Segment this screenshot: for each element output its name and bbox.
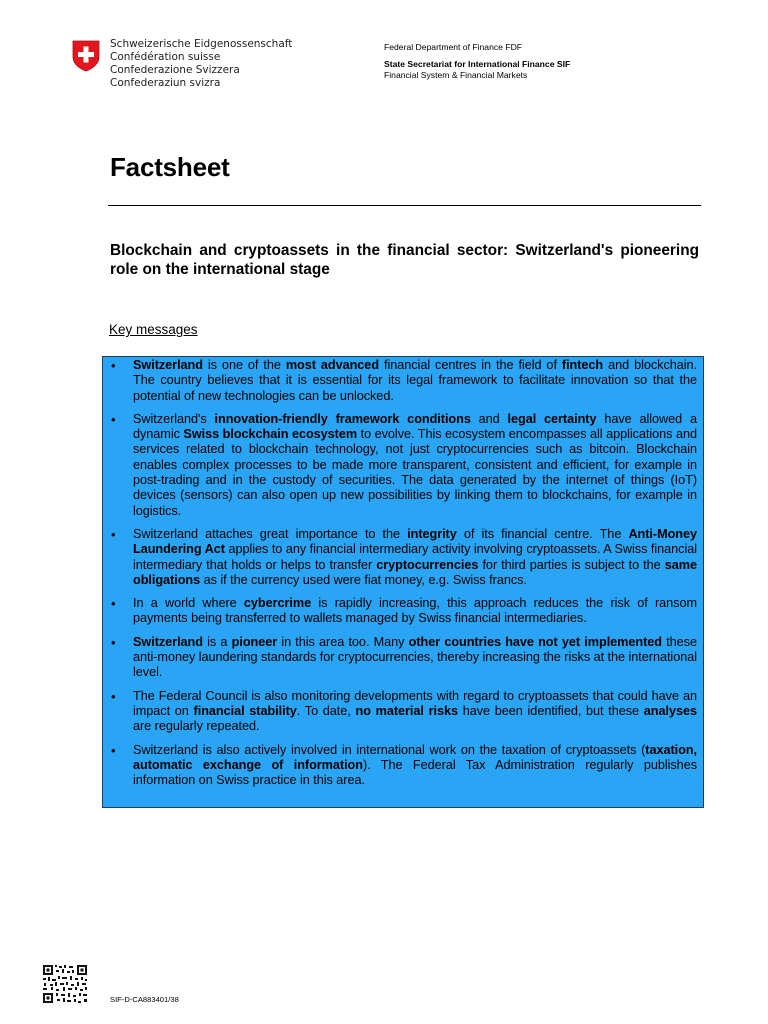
key-messages-heading: Key messages [109,322,198,337]
emphasized-text: no material risks [355,703,459,718]
key-message-item [133,596,697,627]
message-text: ). The Federal Tax Administration regularly publishes information on Swiss practice in this area. [133,757,697,788]
confederation-name-it: Confederazione Svizzera [110,64,240,76]
message-text: is rapidly increasing, this approach reduces the risk of ransom payments being transferred to wallets managed by Swiss financial intermediaries. [133,596,697,626]
message-text: for third parties is subject to the [478,557,665,572]
emphasized-text: other countries have not yet implemented [408,634,662,649]
department-block [384,42,704,82]
emphasized-text: integrity [407,526,457,541]
message-text: financial centres in the field of [379,358,562,372]
division-name: Financial System & Financial Markets [384,70,528,80]
confederation-names [110,38,292,90]
department-name: Federal Department of Finance FDF [384,42,523,52]
message-text: Switzerland is also actively involved in international work on the taxation of cryptoassets ( [133,742,646,757]
emphasized-text: legal certainty [507,411,597,426]
emphasized-text: innovation-friendly framework conditions [214,411,471,426]
message-text: are regularly repeated. [133,719,260,734]
key-message-item [133,358,697,404]
emphasized-text: Switzerland [133,634,203,649]
key-message-item [133,527,697,588]
confederation-name-de: Schweizerische Eidgenossenschaft [110,38,293,50]
qr-code-icon [42,964,88,1004]
emphasized-text: Anti-Money Laundering Act [133,526,698,557]
key-messages-box [102,356,704,808]
message-text: these anti-money laundering standards for cryptocurrencies, thereby increasing the risks at the international level. [133,634,697,680]
message-text: . To date, [296,703,356,718]
message-text: Switzerland's [133,411,215,426]
emphasized-text: same obligations [133,557,698,587]
document-subtitle: Blockchain and cryptoassets in the financial sector: Switzerland's pioneering role on the international stage [110,242,699,278]
message-text: is a [202,634,232,649]
emphasized-text: pioneer [231,634,278,649]
message-text: as if the currency used were fiat money, e.g. Swiss francs. [200,572,527,587]
title-divider [108,205,701,206]
message-text: and [470,411,508,426]
key-messages-list [103,357,703,788]
confederation-name-rm: Confederaziun svizra [110,77,221,89]
emphasized-text: Switzerland [133,358,203,372]
message-text: have allowed a dynamic [133,411,698,442]
message-text: have been identified, but these [458,703,644,718]
swiss-crest-icon [72,40,100,72]
page-title: Factsheet [110,152,230,182]
message-text: In a world where [133,596,244,611]
message-text: The Federal Council is also monitoring developments with regard to cryptoassets that could have an impact on [133,688,697,718]
message-text: Switzerland attaches great importance to the [133,526,408,541]
document-reference: SIF-D-CA883401/38 [110,995,179,1004]
swiss-confederation-logo [72,38,293,90]
key-message-item [133,689,697,735]
emphasized-text: fintech [561,358,604,372]
secretariat-name: State Secretariat for International Finance SIF [384,58,571,69]
emphasized-text: taxation, automatic exchange of information [133,742,697,772]
confederation-name-fr: Confédération suisse [110,51,221,63]
key-message-item [133,412,697,519]
message-text: of its financial centre. The [456,526,629,541]
message-text: and blockchain. The country believes that it is essential for its legal framework to facilitate innovation so that the potential of new technologies can be unlocked. [133,358,698,403]
message-text: is one of the [202,358,286,372]
emphasized-text: analyses [643,703,697,718]
key-message-item [133,743,697,789]
emphasized-text: most advanced [285,358,380,372]
message-text: to evolve. This ecosystem encompasses all applications and services related to blockchain technology, not just cryptocurrencies such as bitcoin. Blockchain enables complex processes to be made more transparent, consistent and efficient, for example in post-trading and in the custody of securities. The data generated by the internet of things (IoT) devices (sensors) can also open up new possibilities by linking them to blockchains, for example in logistics. [133,427,698,518]
emphasized-text: Swiss blockchain ecosystem [183,427,358,442]
key-message-item [133,635,697,681]
emphasized-text: financial stability [193,703,297,718]
emphasized-text: cryptocurrencies [376,557,479,572]
message-text: in this area too. Many [277,634,409,649]
message-text: applies to any financial intermediary activity involving cryptoassets. A Swiss financial intermediary that holds or helps to transfer [133,542,697,572]
emphasized-text: cybercrime [243,596,312,611]
